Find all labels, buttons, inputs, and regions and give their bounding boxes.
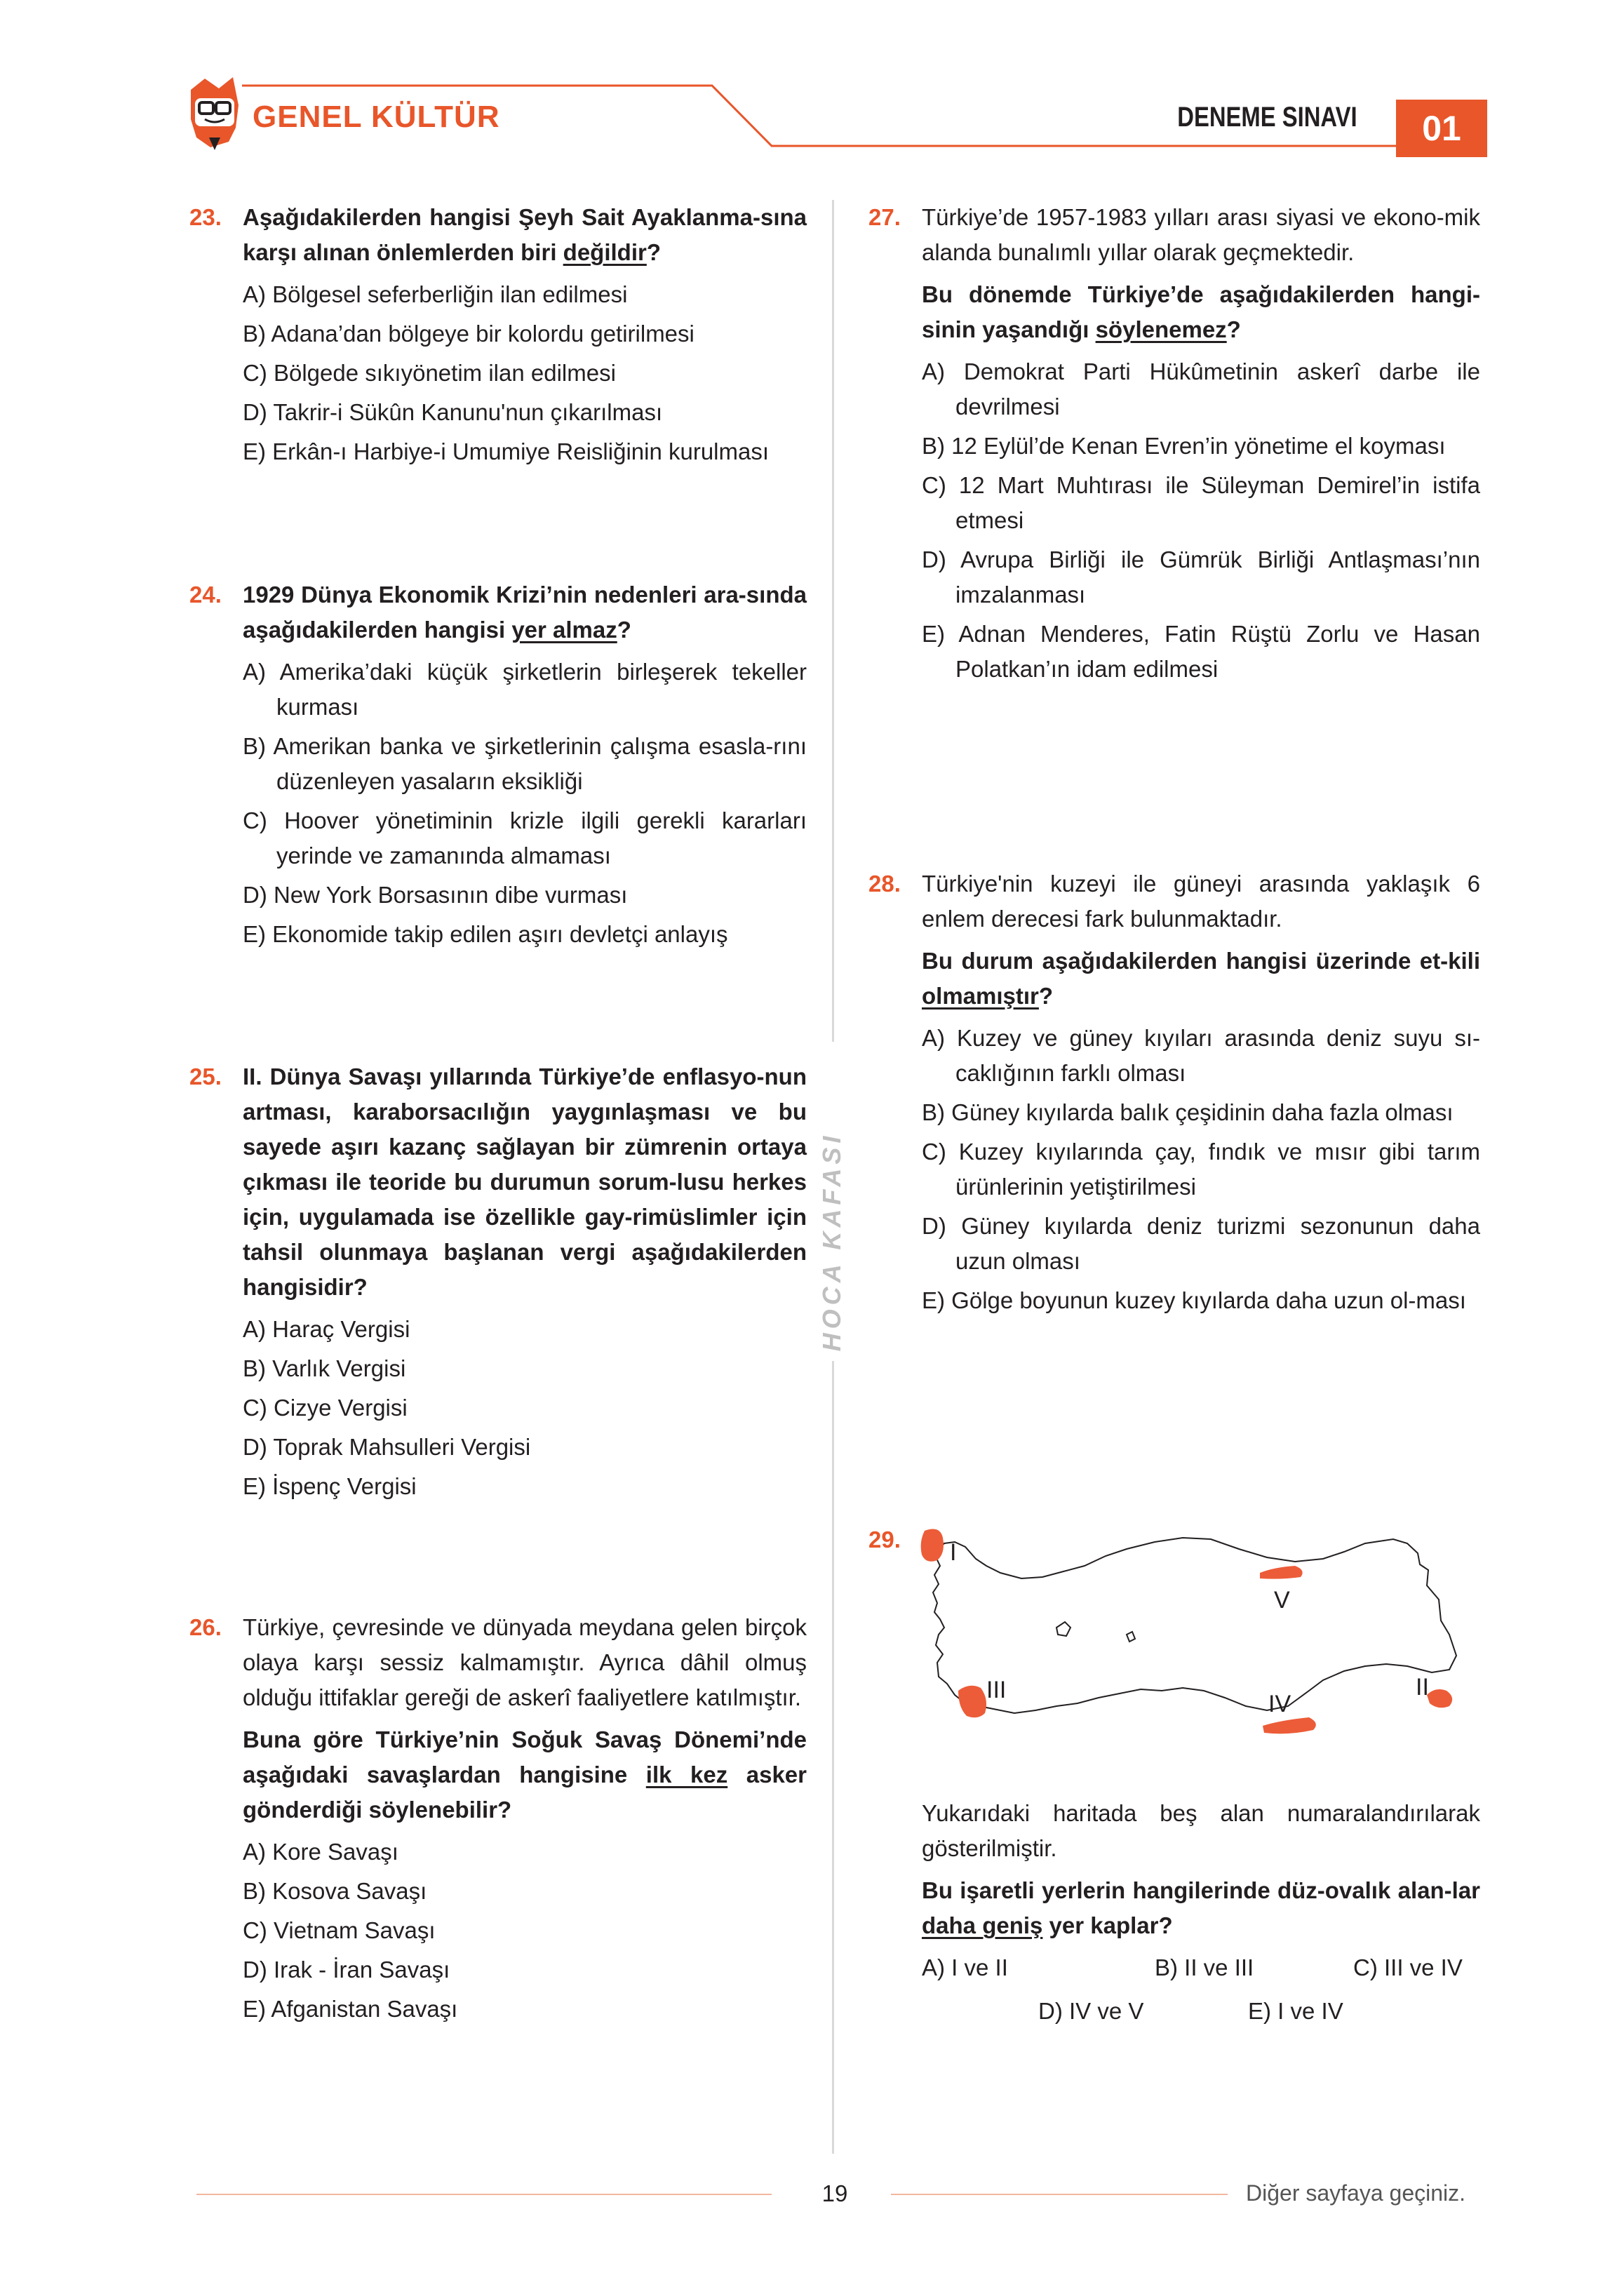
option-a[interactable]: A) I ve II [922, 1954, 1008, 1980]
option-c[interactable]: C) Hoover yönetiminin krizle ilgili gerekli kararları yerinde ve zamanında almaması [243, 807, 807, 868]
question-stem: Buna göre Türkiye’nin Soğuk Savaş Dönemi’nde aşağıdaki savaşlardan hangisine ilk kez asker gönderdiği söylenebilir? [243, 1726, 807, 1823]
option-c[interactable]: C) Vietnam Savaşı [243, 1917, 436, 1943]
map-label-V: V [1274, 1587, 1290, 1614]
option-e[interactable]: E) Gölge boyunun kuzey kıyılarda daha uzun ol-ması [922, 1287, 1466, 1313]
footer-line-right [891, 2194, 1228, 2195]
region-IV [1263, 1717, 1316, 1733]
question-intro: Yukarıdaki haritada beş alan numaralandırılarak gösterilmiştir. [922, 1800, 1480, 1861]
option-a[interactable]: A) Kuzey ve güney kıyıları arasında deniz suyu sı-caklığının farklı olması [922, 1025, 1480, 1086]
option-d[interactable]: D) IV ve V [1038, 1998, 1144, 2024]
turkey-map [916, 1522, 1477, 1754]
map-label-III: III [986, 1677, 1007, 1703]
option-e[interactable]: E) I ve IV [1248, 1998, 1343, 2024]
options-row-2 [922, 1994, 1480, 2029]
option-b[interactable]: B) Varlık Vergisi [243, 1355, 406, 1381]
question-number: 23. [189, 204, 222, 230]
exam-number-badge: 01 [1396, 100, 1487, 157]
option-d[interactable]: D) Takrir-i Sükûn Kanunu'nun çıkarılması [243, 399, 663, 425]
option-d[interactable]: D) New York Borsasının dibe vurması [243, 882, 628, 908]
option-e[interactable]: E) Afganistan Savaşı [243, 1996, 458, 2022]
question-stem: II. Dünya Savaşı yıllarında Türkiye’de enflasyo-nun artması, karaborsacılığın yaygınlaşması ve bu sayede aşırı kazanç sağlayan bir zümrenin ortaya çıkması ile teoride bu durumun sorum-lusu herkes için, uygulamada ise özellikle gay-rimüslimler için tahsil olunmaya başlanan vergi aşağıdakilerden hangisidir? [243, 1064, 807, 1300]
section-title: GENEL KÜLTÜR [253, 100, 500, 134]
option-e[interactable]: E) Ekonomide takip edilen aşırı devletçi anlayış [243, 921, 728, 947]
question-intro: Türkiye, çevresinde ve dünyada meydana gelen birçok olaya karşı sessiz kalmamıştır. Ayrıca dâhil olmuş olduğu ittifaklar gereği de askerî faaliyetlere katılmıştır. [243, 1614, 807, 1710]
question-26 [189, 1610, 807, 2031]
mascot-logo-icon [191, 77, 239, 150]
option-b[interactable]: B) Kosova Savaşı [243, 1878, 427, 1904]
question-number: 26. [189, 1614, 222, 1640]
option-a[interactable]: A) Kore Savaşı [243, 1839, 398, 1865]
option-a[interactable]: A) Demokrat Parti Hükûmetinin askerî darbe ile devrilmesi [922, 358, 1480, 420]
exam-title: DENEME SINAVI [1177, 102, 1357, 133]
region-I [921, 1529, 944, 1562]
option-c[interactable]: C) Kuzey kıyılarında çay, fındık ve mısır gibi tarım ürünlerinin yetiştirilmesi [922, 1139, 1480, 1200]
question-stem: Bu durum aşağıdakilerden hangisi üzerinde et-kili olmamıştır? [922, 948, 1480, 1009]
map-label-IV: IV [1268, 1691, 1291, 1717]
question-stem: 1929 Dünya Ekonomik Krizi’nin nedenleri ara-sında aşağıdakilerden hangisi yer almaz? [243, 582, 807, 643]
option-b[interactable]: B) Güney kıyılarda balık çeşidinin daha fazla olması [922, 1099, 1454, 1125]
map-label-II: II [1416, 1674, 1429, 1701]
question-28 [868, 866, 1480, 1322]
option-a[interactable]: A) Bölgesel seferberliğin ilan edilmesi [243, 281, 628, 307]
side-brand: HOCA KAFASI [817, 1132, 846, 1352]
option-a[interactable]: A) Amerika’daki küçük şirketlerin birleşerek tekeller kurması [243, 659, 807, 720]
option-c[interactable]: C) Bölgede sıkıyönetim ilan edilmesi [243, 360, 616, 386]
question-number: 27. [868, 204, 901, 230]
column-divider-bottom [832, 1361, 834, 2154]
option-b[interactable]: B) II ve III [1155, 1954, 1254, 1980]
map-label-I: I [950, 1539, 957, 1566]
question-25 [189, 1059, 807, 1508]
option-d[interactable]: D) Toprak Mahsulleri Vergisi [243, 1434, 531, 1460]
footer-line-left [196, 2194, 772, 2195]
option-a[interactable]: A) Haraç Vergisi [243, 1316, 410, 1342]
question-stem: Aşağıdakilerden hangisi Şeyh Sait Ayaklanma-sına karşı alınan önlemlerden biri değildir? [243, 204, 807, 265]
question-stem: Bu dönemde Türkiye’de aşağıdakilerden hangi-sinin yaşandığı söylenemez? [922, 281, 1480, 342]
region-III [958, 1686, 986, 1717]
question-number: 25. [189, 1064, 222, 1089]
option-b[interactable]: B) 12 Eylül’de Kenan Evren’in yönetime el koyması [922, 433, 1446, 459]
option-b[interactable]: B) Adana’dan bölgeye bir kolordu getirilmesi [243, 321, 694, 347]
option-c[interactable]: C) 12 Mart Muhtırası ile Süleyman Demirel’in istifa etmesi [922, 472, 1480, 533]
question-number: 24. [189, 582, 222, 608]
option-e[interactable]: E) İspenç Vergisi [243, 1473, 417, 1499]
option-e[interactable]: E) Adnan Menderes, Fatin Rüştü Zorlu ve Hasan Polatkan’ın idam edilmesi [922, 621, 1480, 682]
question-stem: Bu işaretli yerlerin hangilerinde düz-ovalık alan-lar daha geniş yer kaplar? [922, 1877, 1480, 1938]
option-c[interactable]: C) Cizye Vergisi [243, 1395, 408, 1421]
header-frame [0, 0, 1624, 182]
option-d[interactable]: D) Güney kıyılarda deniz turizmi sezonunun daha uzun olması [922, 1213, 1480, 1274]
question-number: 28. [868, 871, 901, 897]
option-d[interactable]: D) Avrupa Birliği ile Gümrük Birliği Antlaşması’nın imzalanması [922, 546, 1480, 608]
option-e[interactable]: E) Erkân-ı Harbiye-i Umumiye Reisliğinin kurulması [243, 438, 770, 464]
region-II [1427, 1689, 1452, 1708]
question-intro: Türkiye'nin kuzeyi ile güneyi arasında yaklaşık 6 enlem derecesi fark bulunmaktadır. [922, 871, 1480, 932]
turkey-outline [933, 1538, 1456, 1713]
page-number: 19 [821, 2180, 848, 2206]
question-number: 29. [868, 1527, 901, 1552]
next-page-note: Diğer sayfaya geçiniz. [1246, 2180, 1466, 2206]
option-d[interactable]: D) Irak - İran Savaşı [243, 1957, 450, 1983]
column-divider-top [832, 200, 834, 1042]
question-24 [189, 577, 807, 956]
option-c[interactable]: C) III ve IV [1353, 1954, 1463, 1980]
question-27 [868, 200, 1480, 691]
option-b[interactable]: B) Amerikan banka ve şirketlerinin çalışma esasla-rını düzenleyen yasaların eksikliği [243, 733, 807, 794]
options-row-1 [922, 1950, 1480, 1985]
question-23 [189, 200, 807, 474]
question-intro: Türkiye’de 1957-1983 yılları arası siyasi ve ekono-mik alanda bunalımlı yıllar olarak geçmektedir. [922, 204, 1480, 265]
header [0, 0, 1624, 182]
